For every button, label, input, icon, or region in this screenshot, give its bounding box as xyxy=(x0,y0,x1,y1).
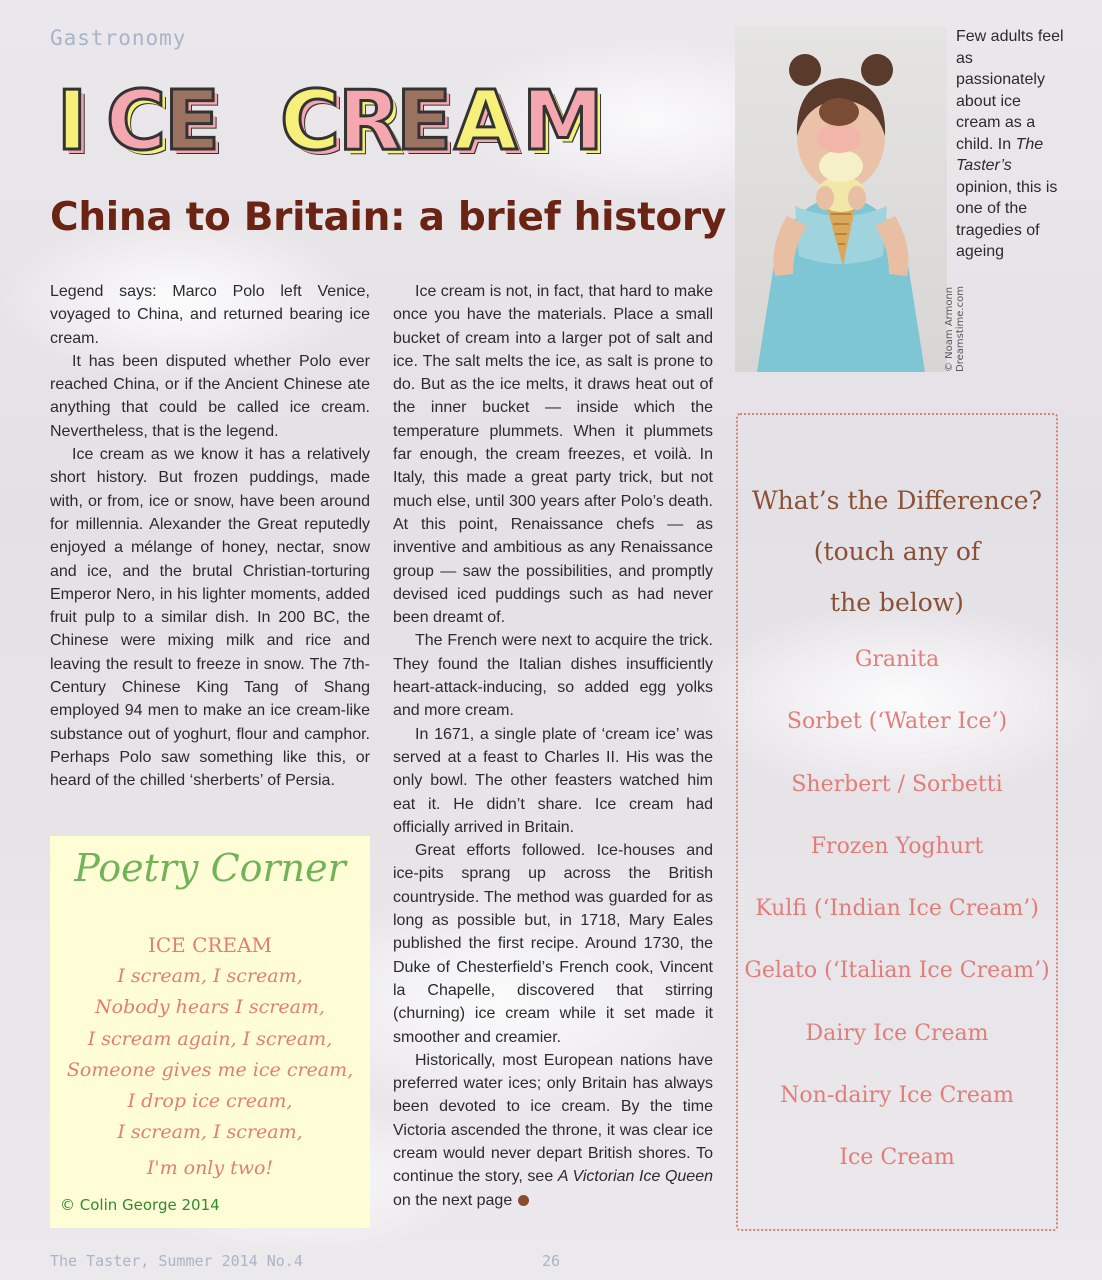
title-letter: E xyxy=(396,74,453,169)
paragraph: Ice cream as we know it has a relatively short history. But frozen puddings, made with, or from, ice or snow, have been around for millennia. Alexander the Great reputedly enjoyed a mélange of honey, nectar, snow and ice, and the brutal Christian-torturing Emperor Nero, in his lighter moments, added fruit pulp to a similar dish. In 200 BC, the Chinese were mixing milk and rice and leaving the result to freeze in snow. The 7th-Century Chinese King Tang of Shang employed 94 men to make an ice cream-like substance out of yoghurt, flour and camphor. Perhaps Polo saw something like this, or heard of the chilled ‘sherberts’ of Persia. xyxy=(50,446,370,790)
difference-item-frozen-yoghurt[interactable]: Frozen Yoghurt xyxy=(810,833,984,859)
poem-line: Someone gives me ice cream, xyxy=(66,1058,354,1081)
poem-line: Nobody hears I scream, xyxy=(95,996,325,1019)
caption-italic: The Taster’s xyxy=(956,135,1044,174)
child-ice-cream-photo xyxy=(735,26,947,372)
poem-line: I scream, I scream, xyxy=(117,1121,303,1144)
difference-item-gelato[interactable]: Gelato (‘Italian Ice Cream’) xyxy=(744,958,1050,984)
difference-item-dairy-ice-cream[interactable]: Dairy Ice Cream xyxy=(805,1020,989,1046)
title-letter: R xyxy=(338,74,402,169)
difference-title-line: the below) xyxy=(830,588,964,617)
article-column-2 xyxy=(393,280,713,1212)
poem-title: ICE CREAM xyxy=(147,933,273,957)
difference-item-sherbert[interactable]: Sherbert / Sorbetti xyxy=(791,771,1003,797)
caption-text: opinion, this is one of the tragedies of ageing xyxy=(956,178,1058,260)
difference-item-kulfi[interactable]: Kulfi (‘Indian Ice Cream’) xyxy=(755,896,1039,922)
paragraph-tail: on the next page xyxy=(393,1191,513,1209)
footer-publication: The Taster, Summer 2014 No.4 xyxy=(50,1252,303,1270)
difference-item-granita[interactable]: Granita xyxy=(854,647,940,672)
title-letter: E xyxy=(164,74,221,169)
poem-line: I scream, I scream, xyxy=(117,965,303,987)
difference-title-line: (touch any of xyxy=(813,537,981,566)
difference-title xyxy=(738,475,1056,628)
poem-line: I'm only two! xyxy=(146,1156,274,1179)
headline: China to Britain: a brief history xyxy=(50,195,726,240)
next-article-link[interactable]: A Victorian Ice Queen xyxy=(557,1168,713,1186)
photo-credit-line: © Noam Armonn xyxy=(944,286,955,372)
paragraph: Ice cream is not, in fact, that hard to make once you have the materials. Place a small bucket of cream into a larger pot of salt and ice. The salt melts the ice, as salt is prone to do. But as the ice melts, it draws heat out of the inner bucket — inside which the temperature plummets. When it plummets far enough, the cream freezes, et voilà. In Italy, this made a great party trick, but not much else, until 300 years after Polo’s death. At this point, Renaissance chefs — as inventive and ambitious as any Renaissance group — saw the possibilities, and promptly devised iced puddings such as had never been dreamt of. xyxy=(393,283,713,627)
paragraph: In 1671, a single plate of ‘cream ice’ was served at a feast to Charles II. His was the only bowl. The other feasters watched him eat it. He didn’t share. Ice cream had officially arrived in Britain. xyxy=(393,725,713,836)
photo-caption xyxy=(956,26,1066,263)
title-letter: I xyxy=(56,74,88,169)
poem-copyright: © Colin George 2014 xyxy=(60,1196,220,1214)
title-letter: C xyxy=(280,74,341,169)
paragraph: Great efforts followed. Ice-houses and ice-pits sprang up across the British countryside. The method was guarded for as long as possible but, in 1718, Mary Eales published the first recipe. Around 1730, the Duke of Chesterfield’s French cook, Vincent la Chapelle, discovered that stirring (churning) ice cream while it set made it smoother and creamier. xyxy=(393,842,713,1046)
poetry-heading: Poetry Corner xyxy=(74,846,346,890)
paragraph-text: Historically, most European nations have preferred water ices; only Britain has always been devoted to ice cream. By the time Victoria ascended the throne, it was clear ice cream would never depart British shores. To continue the story, see xyxy=(393,1051,713,1186)
difference-title-line: What’s the Difference? xyxy=(751,486,1042,515)
poem xyxy=(50,930,370,1184)
title-letter: M xyxy=(522,74,604,169)
photo-credit xyxy=(944,286,966,372)
poem-line: I drop ice cream, xyxy=(127,1090,293,1113)
difference-box xyxy=(736,413,1058,1231)
section-tag: Gastronomy xyxy=(50,26,187,50)
end-mark-icon xyxy=(518,1195,529,1206)
page-number: 26 xyxy=(542,1252,561,1270)
photo-credit-line: Dreamstime.com xyxy=(955,286,966,372)
difference-item-ice-cream[interactable]: Ice Cream xyxy=(839,1145,955,1171)
paragraph: Legend says: Marco Polo left Venice, voyaged to China, and returned bearing ice cream. xyxy=(50,283,370,347)
poem-line: I scream again, I scream, xyxy=(87,1027,333,1050)
article-column-1 xyxy=(50,280,370,793)
child-photo-illustration xyxy=(735,26,947,372)
poetry-corner xyxy=(50,836,370,1228)
paragraph: The French were next to acquire the trick. They found the Italian dishes insufficiently heart-attack-inducing, so added egg yolks and more cream. xyxy=(393,632,713,720)
title-letter: C xyxy=(106,74,167,169)
title-letter: A xyxy=(454,74,518,169)
difference-item-non-dairy-ice-cream[interactable]: Non-dairy Ice Cream xyxy=(780,1083,1014,1109)
paragraph: It has been disputed whether Polo ever reached China, or if the Ancient Chinese ate anything that could be called ice cream. Nevertheless, that is the legend. xyxy=(50,352,370,440)
difference-item-sorbet[interactable]: Sorbet (‘Water Ice’) xyxy=(786,709,1008,735)
difference-list xyxy=(738,640,1056,1201)
caption-text: Few adults feel as passionately about ice cream as a child. In xyxy=(956,28,1064,153)
paragraph-last xyxy=(393,1049,713,1212)
